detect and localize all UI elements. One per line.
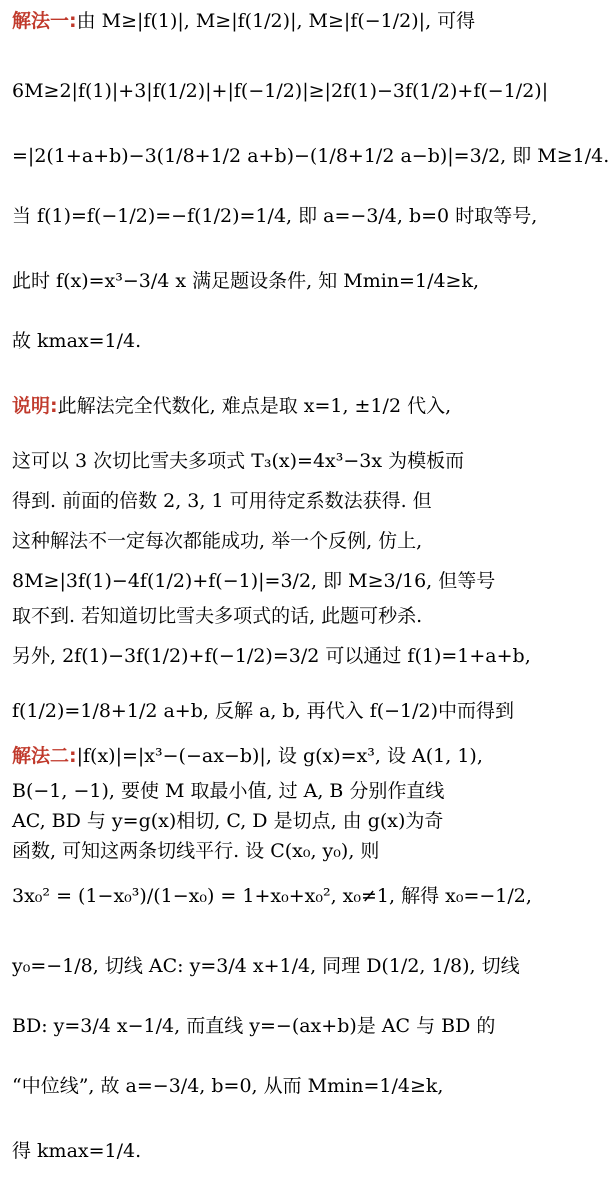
solution2-line-7: BD: y=3/4 x−1/4, 而直线 y=−(ax+b)是 AC 与 BD 的 (12, 1015, 496, 1037)
solution1-line-5: 此时 f(x)=x³−3/4 x 满足题设条件, 知 Mmin=1/4≥k, (12, 270, 480, 292)
solution1-label: 解法一: (12, 10, 77, 32)
note-line-1 (12, 395, 451, 417)
solution2-text-1: |f(x)|=|x³−(−ax−b)|, 设 g(x)=x³, 设 A(1, 1), (76, 745, 483, 767)
solution1-line-3: =|2(1+a+b)−3(1/8+1/2 a+b)−(1/8+1/2 a−b)|=3/2, 即 M≥1/4. (12, 145, 609, 167)
solution1-line-6: 故 kmax=1/4. (12, 330, 142, 352)
solution2-line-3: AC, BD 与 y=g(x)相切, C, D 是切点, 由 g(x)为奇 (12, 810, 444, 832)
solution2-line-8: “中位线”, 故 a=−3/4, b=0, 从而 Mmin=1/4≥k, (12, 1075, 444, 1097)
solution1-line-1 (12, 10, 475, 32)
note-line-4: 这种解法不一定每次都能成功, 举一个反例, 仿上, (12, 530, 423, 552)
solution2-label: 解法二: (12, 745, 77, 767)
note-line-6: 取不到. 若知道切比雪夫多项式的话, 此题可秒杀. (12, 605, 423, 627)
solution1-text-1: 由 M≥|f(1)|, M≥|f(1/2)|, M≥|f(−1/2)|, 可得 (76, 10, 476, 32)
solution2-line-6: y₀=−1/8, 切线 AC: y=3/4 x+1/4, 同理 D(1/2, 1/8), 切线 (12, 955, 520, 977)
solution2-line-4: 函数, 可知这两条切线平行. 设 C(x₀, y₀), 则 (12, 840, 380, 862)
note-label: 说明: (12, 395, 58, 417)
note-line-3: 得到. 前面的倍数 2, 3, 1 可用待定系数法获得. 但 (12, 490, 432, 512)
solution2-line-1 (12, 745, 483, 767)
solution1-line-4: 当 f(1)=f(−1/2)=−f(1/2)=1/4, 即 a=−3/4, b=0 时取等号, (12, 205, 538, 227)
note-text-1: 此解法完全代数化, 难点是取 x=1, ±1/2 代入, (57, 395, 452, 417)
solution2-line-9: 得 kmax=1/4. (12, 1140, 142, 1162)
solution2-line-5: 3x₀² = (1−x₀³)/(1−x₀) = 1+x₀+x₀², x₀≠1, 解得 x₀=−1/2, (12, 885, 532, 907)
solution1-line-2: 6M≥2|f(1)|+3|f(1/2)|+|f(−1/2)|≥|2f(1)−3f(1/2)+f(−1/2)| (12, 80, 549, 102)
note-line-5: 8M≥|3f(1)−4f(1/2)+f(−1)|=3/2, 即 M≥3/16, 但等号 (12, 570, 496, 592)
solution2-line-2: B(−1, −1), 要使 M 取最小值, 过 A, B 分别作直线 (12, 780, 445, 802)
note-line-8: f(1/2)=1/8+1/2 a+b, 反解 a, b, 再代入 f(−1/2)中而得到 (12, 700, 515, 722)
note-line-7: 另外, 2f(1)−3f(1/2)+f(−1/2)=3/2 可以通过 f(1)=1+a+b, (12, 645, 531, 667)
note-line-2: 这可以 3 次切比雪夫多项式 T₃(x)=4x³−3x 为模板而 (12, 450, 465, 472)
